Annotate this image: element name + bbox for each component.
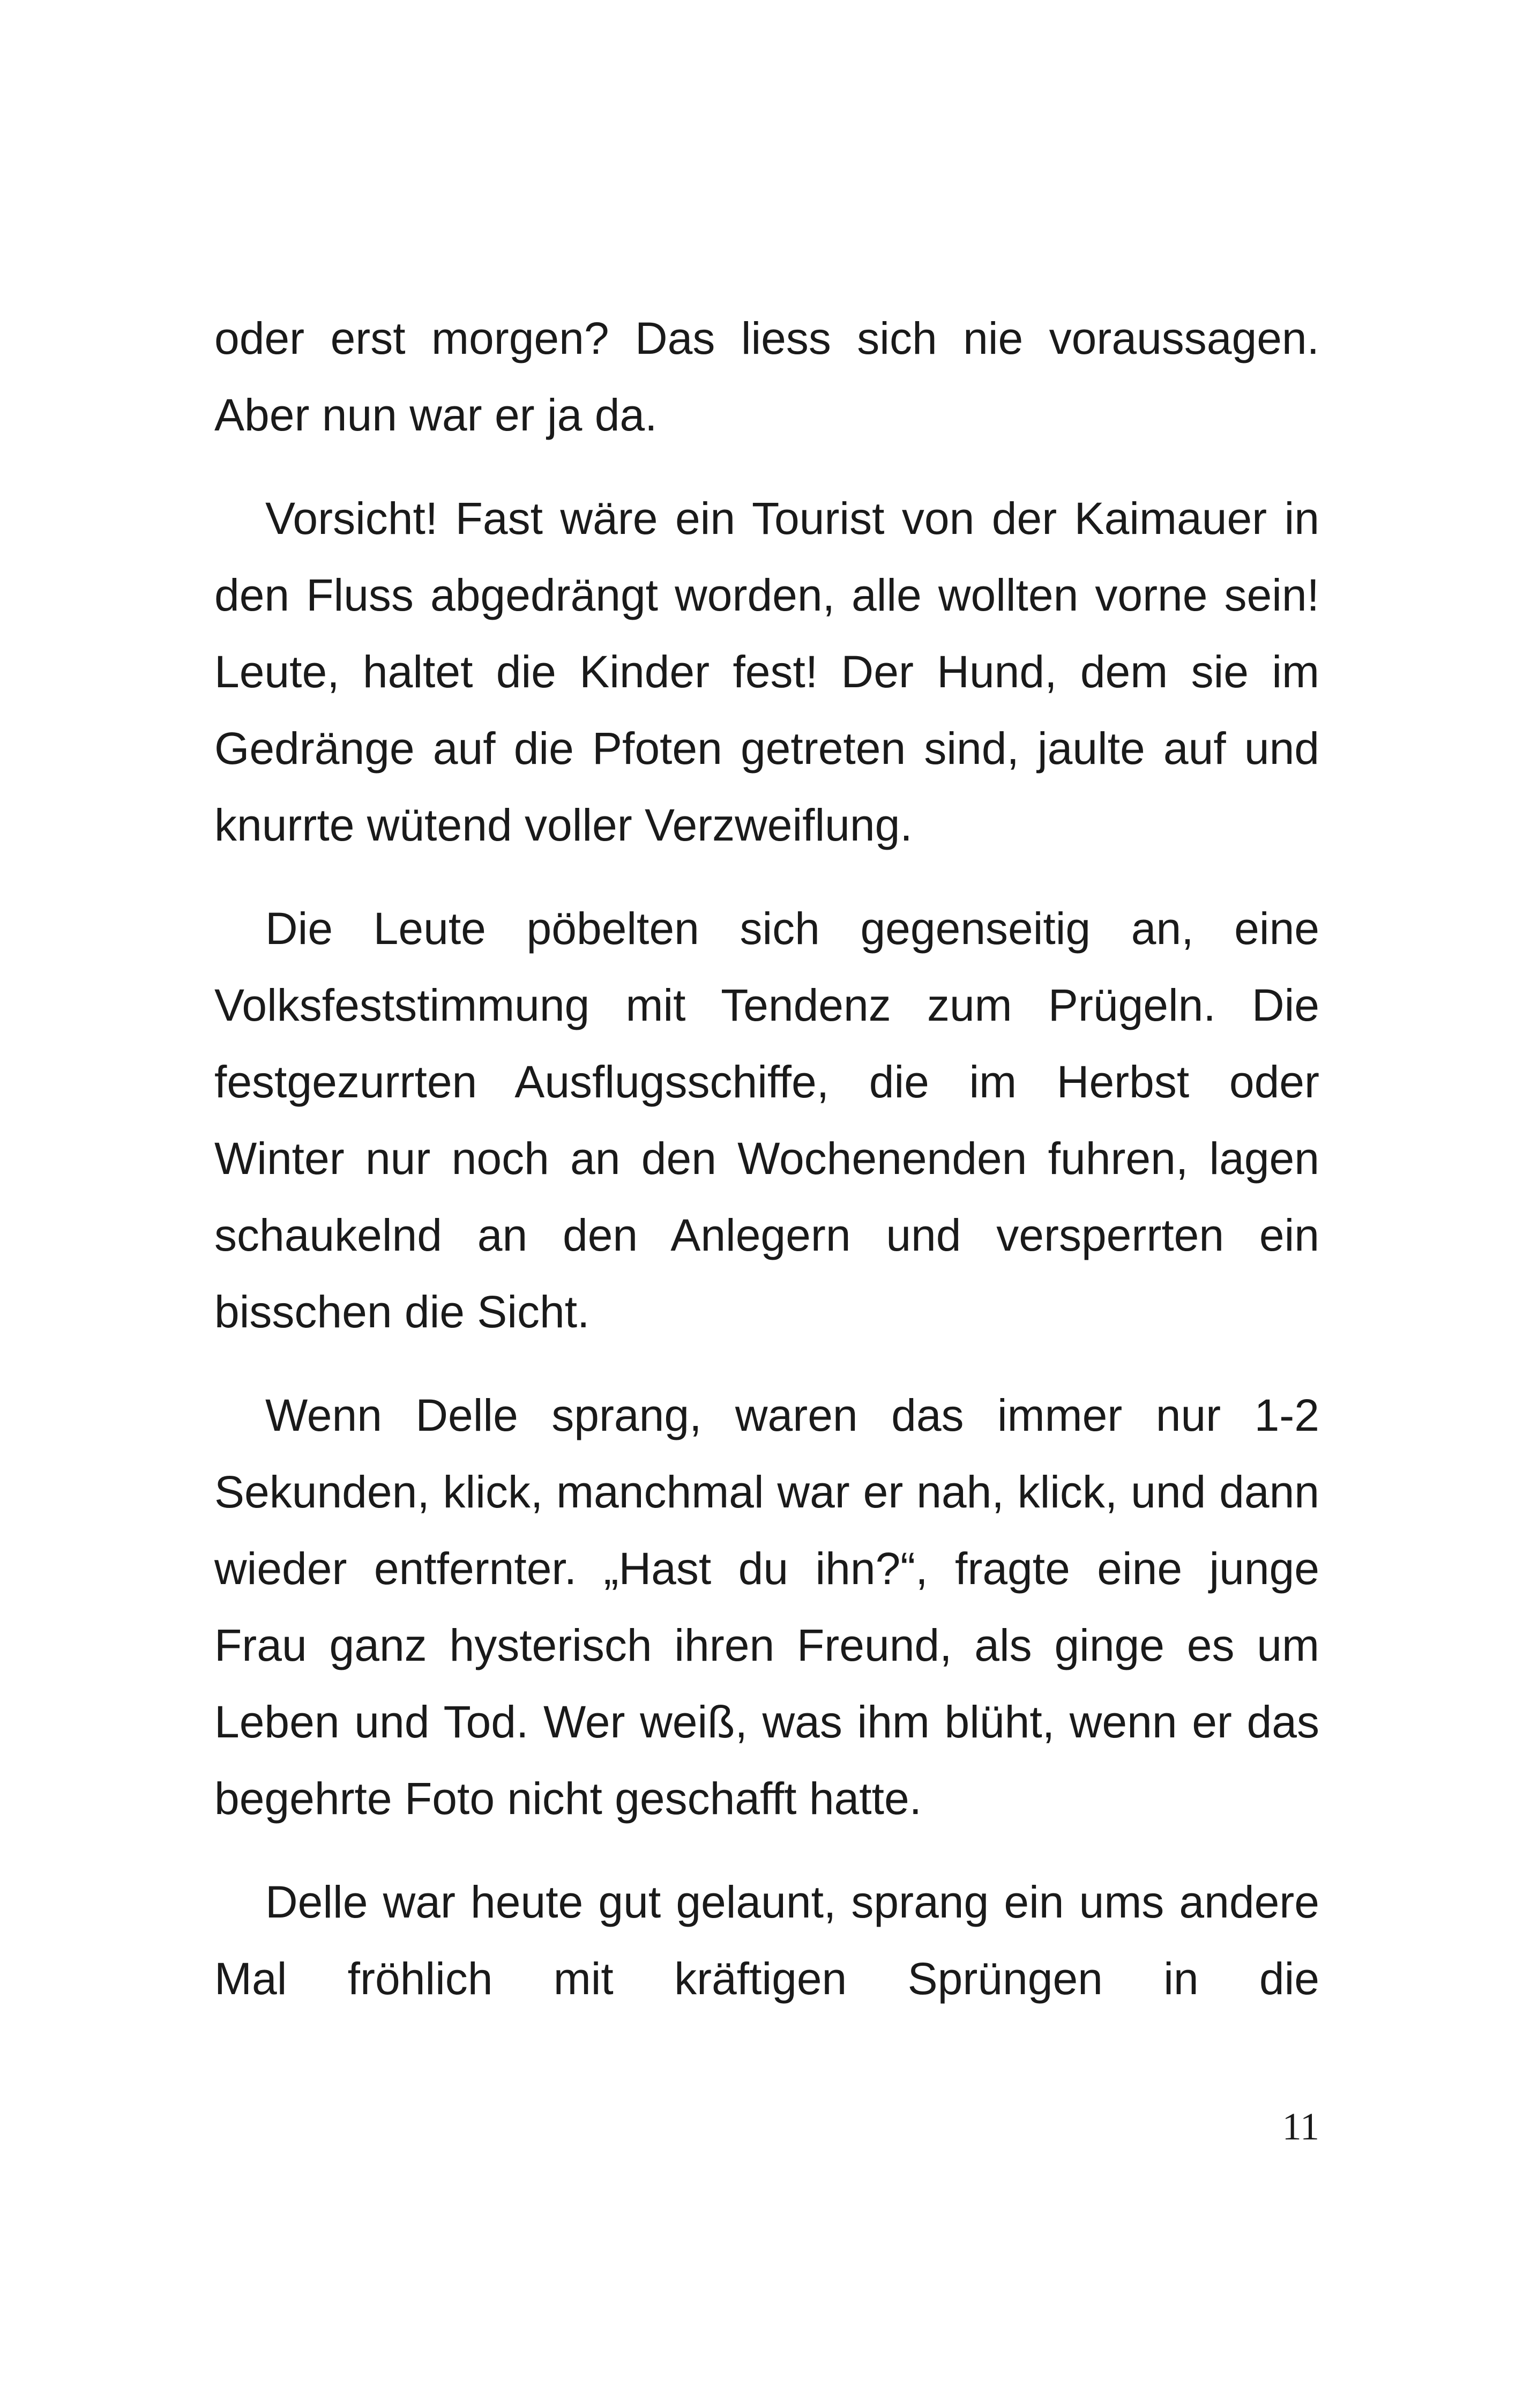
paragraph-1: oder erst morgen? Das liess sich nie voraussagen. Aber nun war er ja da. — [214, 313, 1319, 440]
paragraph-3: Die Leute pöbelten sich gegenseitig an, eine Volksfeststimmung mit Tendenz zum Prügeln. Die festgezurrten Ausflugsschiffe, die im Herbst oder Winter nur noch an den Wochenenden fuhren, lagen schaukelnd an den Anlegern und versperrten ein bisschen die Sicht. — [214, 903, 1319, 1337]
book-page-body — [214, 300, 1319, 2044]
paragraph-2: Vorsicht! Fast wäre ein Tourist von der Kaimauer in den Fluss abgedrängt worden, alle wollten vorne sein! Leute, haltet die Kinder fest! Der Hund, dem sie im Gedränge auf die Pfoten getreten sind, jaulte auf und knurrte wütend voller Verzweiflung. — [214, 493, 1319, 850]
paragraph-5: Delle war heute gut gelaunt, sprang ein ums andere Mal fröhlich mit kräftigen Sprüngen in die — [214, 1877, 1319, 2004]
paragraph-4: Wenn Delle sprang, waren das immer nur 1-2 Sekunden, klick, manchmal war er nah, klick, und dann wieder entfernter. „Hast du ihn?“, fragte eine junge Frau ganz hysterisch ihren Freund, als ginge es um Leben und Tod. Wer weiß, was ihm blüht, wenn er das begehrte Foto nicht geschafft hatte. — [214, 1390, 1319, 1824]
page-number: 11 — [1282, 2105, 1319, 2148]
